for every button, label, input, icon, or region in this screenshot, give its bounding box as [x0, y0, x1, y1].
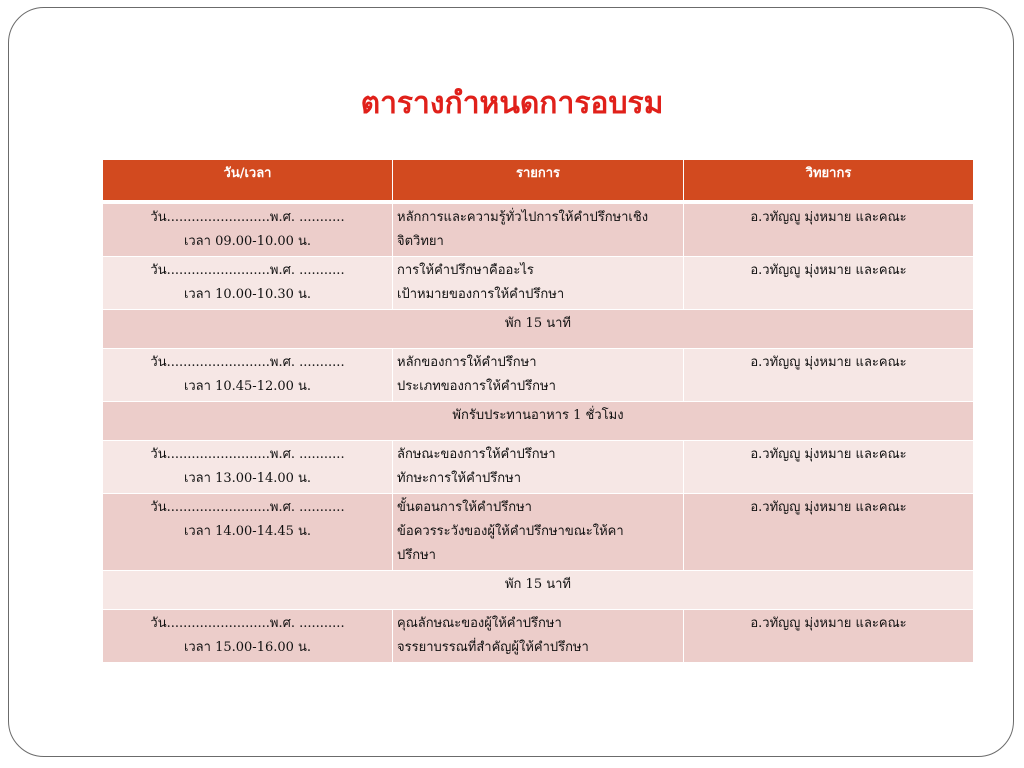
- schedule-table: [102, 159, 974, 663]
- column-header-topic: รายการ: [393, 160, 684, 203]
- table-row: [103, 202, 974, 257]
- break-label: พักรับประทานอาหาร 1 ชั่วโมง: [103, 402, 974, 441]
- session-date: วัน.........................พ.ศ. ...........: [150, 500, 345, 515]
- topic-line: จรรยาบรรณที่สำคัญผู้ให้คำปรึกษา: [397, 640, 589, 655]
- session-date: วัน.........................พ.ศ. ...........: [150, 616, 345, 631]
- session-speaker: อ.วทัญญู มุ่งหมาย และคณะ: [684, 257, 974, 310]
- session-time: เวลา 10.45-12.00 น.: [183, 379, 312, 394]
- break-row: [103, 310, 974, 349]
- session-time: เวลา 15.00-16.00 น.: [183, 640, 312, 655]
- topic-line: ขั้นตอนการให้คำปรึกษา: [397, 500, 532, 515]
- topic-line: เป้าหมายของการให้คำปรึกษา: [397, 287, 565, 302]
- session-time: เวลา 13.00-14.00 น.: [183, 471, 312, 486]
- topic-line: จิตวิทยา: [397, 234, 444, 249]
- topic-line: ปรึกษา: [397, 548, 436, 563]
- session-datetime: [103, 610, 393, 663]
- page-title: ตารางกำหนดการอบรม: [360, 86, 664, 121]
- table-row: [103, 257, 974, 310]
- session-datetime: [103, 494, 393, 571]
- session-datetime: [103, 202, 393, 257]
- session-speaker: อ.วทัญญู มุ่งหมาย และคณะ: [684, 202, 974, 257]
- break-label: พัก 15 นาที: [103, 571, 974, 610]
- session-date: วัน.........................พ.ศ. ...........: [150, 210, 345, 225]
- session-topics: [393, 441, 684, 494]
- session-topics: [393, 257, 684, 310]
- topic-line: ลักษณะของการให้คำปรึกษา: [397, 447, 556, 462]
- topic-line: หลักของการให้คำปรึกษา: [397, 355, 537, 370]
- table-row: [103, 441, 974, 494]
- column-header-date: วัน/เวลา: [103, 160, 393, 203]
- break-row: [103, 571, 974, 610]
- topic-line: ประเภทของการให้คำปรึกษา: [397, 379, 556, 394]
- session-datetime: [103, 349, 393, 402]
- session-time: เวลา 09.00-10.00 น.: [183, 234, 312, 249]
- table-row: [103, 610, 974, 663]
- session-speaker: อ.วทัญญู มุ่งหมาย และคณะ: [684, 494, 974, 571]
- session-datetime: [103, 441, 393, 494]
- topic-line: ทักษะการให้คำปรึกษา: [397, 471, 522, 486]
- table-row: [103, 349, 974, 402]
- session-date: วัน.........................พ.ศ. ...........: [150, 355, 345, 370]
- table-row: [103, 494, 974, 571]
- session-topics: [393, 349, 684, 402]
- session-time: เวลา 10.00-10.30 น.: [183, 287, 312, 302]
- session-speaker: อ.วทัญญู มุ่งหมาย และคณะ: [684, 441, 974, 494]
- column-header-speaker: วิทยากร: [684, 160, 974, 203]
- table-header-row: [103, 160, 974, 203]
- session-time: เวลา 14.00-14.45 น.: [183, 524, 312, 539]
- session-topics: [393, 202, 684, 257]
- topic-line: คุณลักษณะของผู้ให้คำปรึกษา: [397, 616, 562, 631]
- session-speaker: อ.วทัญญู มุ่งหมาย และคณะ: [684, 610, 974, 663]
- session-date: วัน.........................พ.ศ. ...........: [150, 263, 345, 278]
- session-speaker: อ.วทัญญู มุ่งหมาย และคณะ: [684, 349, 974, 402]
- session-date: วัน.........................พ.ศ. ...........: [150, 447, 345, 462]
- topic-line: การให้คำปรึกษาคืออะไร: [397, 263, 534, 278]
- session-topics: [393, 610, 684, 663]
- break-label: พัก 15 นาที: [103, 310, 974, 349]
- session-datetime: [103, 257, 393, 310]
- session-topics: [393, 494, 684, 571]
- topic-line: ข้อควรระวังของผู้ให้คำปรึกษาขณะให้คา: [397, 524, 624, 539]
- topic-line: หลักการและความรู้ทั่วไปการให้คำปรึกษาเชิง: [397, 210, 649, 225]
- break-row: [103, 402, 974, 441]
